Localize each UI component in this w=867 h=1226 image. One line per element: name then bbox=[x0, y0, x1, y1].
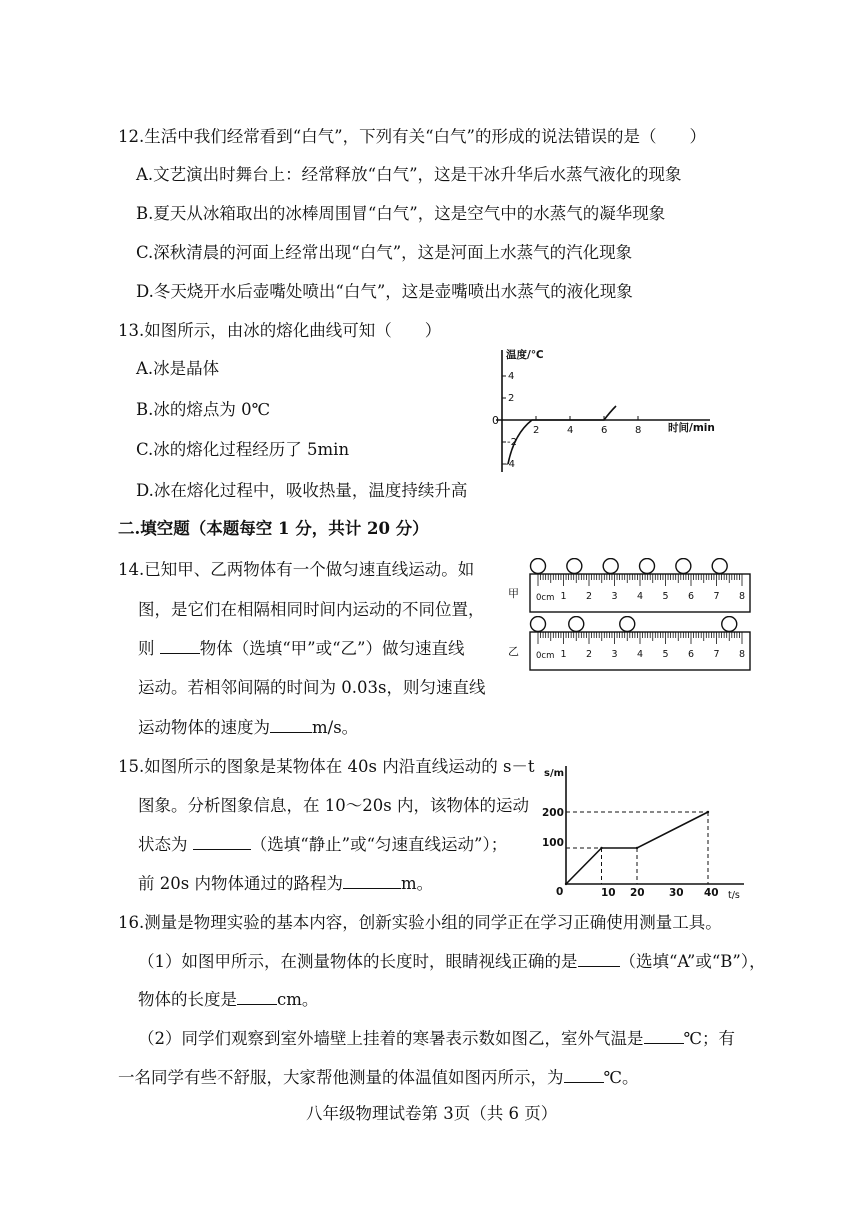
jia-ruler-number: 1 bbox=[560, 591, 567, 602]
q16-blank-4[interactable] bbox=[564, 1068, 604, 1083]
yi-ruler-number: 8 bbox=[739, 649, 746, 660]
jia-ruler-number: 8 bbox=[739, 591, 746, 602]
s-axis-label: s/m bbox=[544, 768, 565, 779]
jia-ruler-number: 6 bbox=[688, 591, 695, 602]
q14-line1: 14.已知甲、乙两物体有一个做匀速直线运动。如 bbox=[118, 560, 475, 579]
time-tick-2: 2 bbox=[533, 425, 540, 436]
q12-stem: 12.生活中我们经常看到“白气”，下列有关“白气”的形成的说法错误的是（ ） bbox=[118, 127, 706, 146]
jia-ball bbox=[640, 559, 655, 574]
s-t-graph bbox=[540, 760, 750, 902]
melting-curve bbox=[508, 406, 616, 464]
ice-melting-graph bbox=[488, 342, 720, 477]
time-tick-8: 8 bbox=[635, 425, 642, 436]
q14-line3: 则 物体（选填“甲”或“乙”）做匀速直线 bbox=[138, 639, 465, 658]
q12-option-a: A.文艺演出时舞台上：经常释放“白气”，这是干冰升华后水蒸气液化的现象 bbox=[136, 165, 682, 184]
q13-option-d: D.冰在熔化过程中，吸收热量，温度持续升高 bbox=[136, 481, 468, 500]
q12-option-b: B.夏天从冰箱取出的冰棒周围冒“白气”，这是空气中的水蒸气的凝华现象 bbox=[136, 204, 666, 223]
q15-blank-2[interactable] bbox=[343, 874, 401, 889]
q15-line3: 状态为 （选填“静止”或“匀速直线运动”）； bbox=[138, 835, 508, 854]
yi-ruler-number: 7 bbox=[713, 649, 720, 660]
time-axis-label: 时间/min bbox=[668, 422, 715, 434]
jia-ruler-number: 2 bbox=[586, 591, 593, 602]
ruler-jia-label: 甲 bbox=[508, 587, 519, 600]
q15-line2: 图象。分析图象信息，在 10～20s 内，该物体的运动 bbox=[138, 796, 529, 815]
q14-line2: 图，是它们在相隔相同时间内运动的不同位置， bbox=[138, 600, 485, 619]
jia-ruler-number: 7 bbox=[713, 591, 720, 602]
q16-blank-3[interactable] bbox=[644, 1029, 684, 1044]
jia-ruler-number: 4 bbox=[637, 591, 644, 602]
ruler-yi bbox=[528, 616, 754, 672]
s-t-point bbox=[600, 847, 602, 849]
q14-line4: 运动。若相邻间隔的时间为 0.03s，则匀速直线 bbox=[138, 678, 486, 697]
q16-line2: （1）如图甲所示，在测量物体的长度时，眼睛视线正确的是 （选填“A”或“B”）， bbox=[138, 952, 766, 971]
yi-ball bbox=[722, 617, 737, 632]
ruler-jia bbox=[528, 558, 754, 616]
q13-option-b: B.冰的熔点为 0℃ bbox=[136, 400, 271, 419]
origin-label: 0 bbox=[556, 886, 564, 898]
temp-tick-4: 4 bbox=[508, 371, 515, 382]
jia-ball bbox=[531, 559, 546, 574]
q14-line5: 运动物体的速度为 m/s。 bbox=[138, 718, 359, 737]
s-t-point bbox=[636, 847, 638, 849]
q16-line1: 16.测量是物理实验的基本内容，创新实验小组的同学正在学习正确使用测量工具。 bbox=[118, 913, 722, 932]
q14-blank-1[interactable] bbox=[160, 639, 200, 654]
q13-option-a: A.冰是晶体 bbox=[136, 359, 220, 378]
time-tick-4: 4 bbox=[567, 425, 574, 436]
q14-blank-2[interactable] bbox=[270, 718, 312, 733]
ruler-yi-label: 乙 bbox=[508, 645, 519, 658]
q13-stem: 13.如图所示，由冰的熔化曲线可知（ ） bbox=[118, 321, 442, 340]
jia-ball bbox=[567, 559, 582, 574]
q12-option-c: C.深秋清晨的河面上经常出现“白气”，这是河面上水蒸气的汽化现象 bbox=[136, 243, 633, 262]
q15-line4: 前 20s 内物体通过的路程为 m。 bbox=[138, 874, 434, 893]
t-tick-20: 20 bbox=[630, 887, 645, 899]
t-tick-40: 40 bbox=[704, 887, 719, 899]
jia-ruler-number: 3 bbox=[611, 591, 618, 602]
yi-ruler-number: 4 bbox=[637, 649, 644, 660]
q16-blank-2[interactable] bbox=[237, 990, 277, 1005]
yi-ruler-number: 6 bbox=[688, 649, 695, 660]
q16-line5: 一名同学有些不舒服，大家帮他测量的体温值如图丙所示，为 ℃。 bbox=[118, 1068, 639, 1087]
q16-blank-1[interactable] bbox=[578, 952, 620, 967]
q16-line3: 物体的长度是 cm。 bbox=[138, 990, 319, 1009]
q15-blank-1[interactable] bbox=[193, 835, 251, 850]
yi-ruler-unit: 0cm bbox=[536, 651, 555, 661]
yi-ball bbox=[620, 617, 635, 632]
origin-label: 0 bbox=[492, 414, 499, 427]
t-tick-30: 30 bbox=[669, 887, 684, 899]
jia-ruler-number: 5 bbox=[662, 591, 669, 602]
q15-line1: 15.如图所示的图象是某物体在 40s 内沿直线运动的 s－t bbox=[118, 757, 535, 776]
temp-axis-label: 温度/℃ bbox=[506, 349, 544, 361]
yi-ruler-number: 2 bbox=[586, 649, 593, 660]
page-footer: 八年级物理试卷第 3页（共 6 页） bbox=[306, 1104, 558, 1123]
t-tick-10: 10 bbox=[601, 887, 616, 899]
temp-tick-minus4: -4 bbox=[505, 459, 515, 470]
s-tick-200: 200 bbox=[542, 807, 564, 819]
jia-ruler-unit: 0cm bbox=[536, 593, 555, 603]
jia-ball bbox=[676, 559, 691, 574]
s-tick-100: 100 bbox=[542, 837, 564, 849]
q16-line4: （2）同学们观察到室外墙壁上挂着的寒暑表示数如图乙，室外气温是 ℃；有 bbox=[138, 1029, 735, 1048]
yi-ruler-number: 1 bbox=[560, 649, 567, 660]
q12-option-d: D.冬天烧开水后壶嘴处喷出“白气”，这是壶嘴喷出水蒸气的液化现象 bbox=[136, 282, 633, 301]
temp-tick-minus2: -2 bbox=[507, 437, 517, 448]
jia-ball bbox=[712, 559, 727, 574]
time-tick-6: 6 bbox=[601, 425, 608, 436]
s-t-point bbox=[565, 883, 567, 885]
t-axis-label: t/s bbox=[728, 890, 740, 901]
section-title: 二.填空题（本题每空 1 分，共计 20 分） bbox=[118, 519, 429, 538]
yi-ruler-number: 5 bbox=[662, 649, 669, 660]
yi-ruler-number: 3 bbox=[611, 649, 618, 660]
yi-ball bbox=[531, 617, 546, 632]
temp-tick-2: 2 bbox=[508, 393, 515, 404]
yi-ball bbox=[569, 617, 584, 632]
s-t-point bbox=[707, 811, 709, 813]
jia-ball bbox=[603, 559, 618, 574]
q13-option-c: C.冰的熔化过程经历了 5min bbox=[136, 440, 350, 459]
